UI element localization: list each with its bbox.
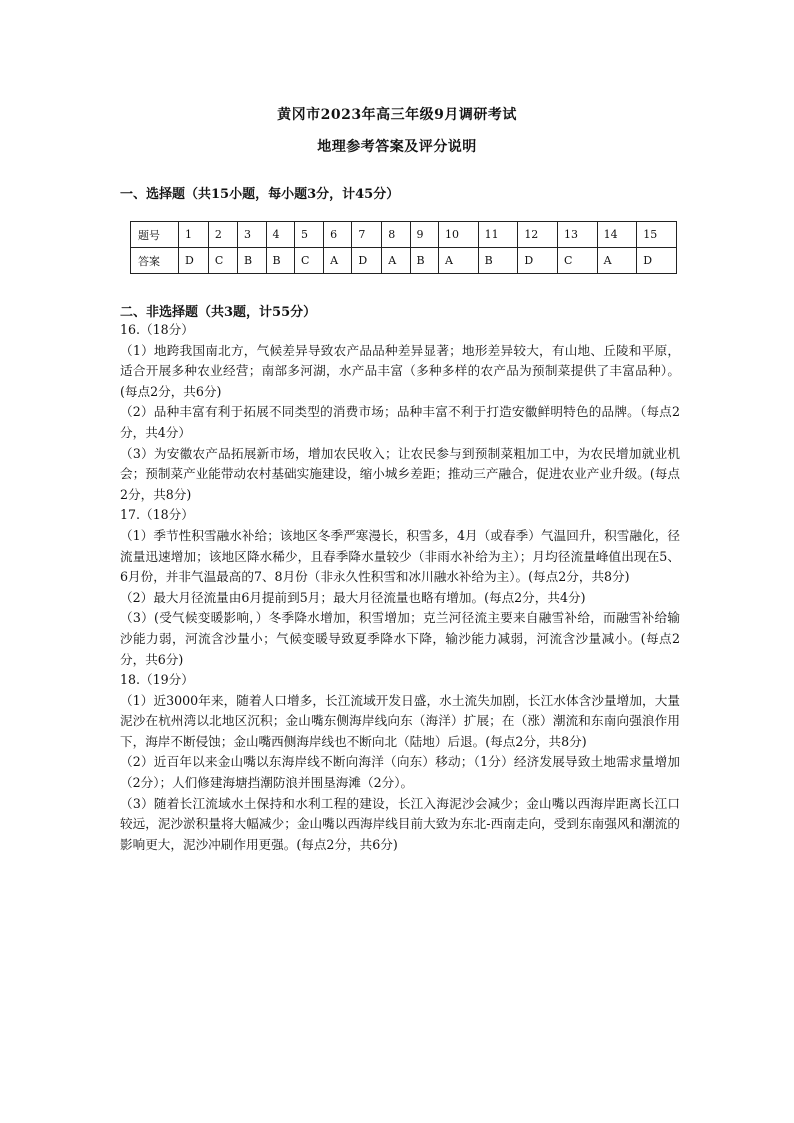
question-number: 10 (439, 222, 479, 248)
question-number: 6 (324, 222, 352, 248)
question-number: 4 (266, 222, 295, 248)
question-number: 7 (352, 222, 382, 248)
question-number: 13 (557, 222, 597, 248)
question-number: 11 (478, 222, 518, 248)
answer-cell: C (557, 248, 597, 274)
answer-row (131, 248, 677, 274)
answer-paragraph: （3）随着长江流域水土保持和水利工程的建设，长江入海泥沙会减少；金山嘴以西海岸距离长江口较远，泥沙淤积量将大幅减少；金山嘴以西海岸线目前大致为东北-西南走向，受到东南强风和潮流的影响更大，泥沙冲刷作用更强。(每点2分，共6分) (120, 795, 680, 852)
question-number-row (131, 222, 677, 248)
row-label-answer: 答案 (131, 248, 179, 274)
answer-paragraph: （2）品种丰富有利于拓展不同类型的消费市场；品种丰富不利于打造安徽鲜明特色的品牌。（每点2分，共4分） (120, 404, 680, 440)
question-number: 3 (238, 222, 267, 248)
question-number: 15 (637, 222, 677, 248)
question-number: 14 (597, 222, 637, 248)
question-number: 12 (518, 222, 558, 248)
answer-cell: B (266, 248, 295, 274)
answer-paragraph: （1）近3000年来，随着人口增多，长江流域开发日盛，水土流失加剧，长江水体含沙量增加，大量泥沙在杭州湾以北地区沉积；金山嘴东侧海岸线向东（海洋）扩展；在（涨）潮流和东南向强浪作用下，海岸不断侵蚀；金山嘴西侧海岸线也不断向北（陆地）后退。(每点2分，共8分) (120, 692, 680, 749)
answer-cell: A (382, 248, 410, 274)
document-title: 黄冈市2023年高三年级9月调研考试 (277, 107, 517, 123)
answer-paragraph: （1）季节性积雪融水补给；该地区冬季严寒漫长，积雪多，4月（或春季）气温回升，积雪融化，径流量迅速增加；该地区降水稀少，且春季降水量较少（非雨水补给为主）；月均径流量峰值出现在5、6月份，并非气温最高的7、8月份（非永久性积雪和冰川融水补给为主）。(每点2分，共8分) (120, 527, 680, 585)
section-heading-nonchoice: 二、非选择题（共3题，计55分） (120, 305, 317, 320)
answer-paragraph: （2）最大月径流量由6月提前到5月；最大月径流量也略有增加。(每点2分，共4分) (120, 589, 586, 605)
answer-cell: B (478, 248, 518, 274)
answer-cell: C (295, 248, 324, 274)
answer-cell: D (352, 248, 382, 274)
answer-cell: D (179, 248, 209, 274)
document-subtitle: 地理参考答案及评分说明 (317, 139, 477, 155)
answer-cell: A (597, 248, 637, 274)
answer-paragraph: （3）为安徽农产品拓展新市场，增加农民收入；让农民参与到预制菜粗加工中，为农民增加就业机会；预制菜产业能带动农村基础实施建设，缩小城乡差距；推动三产融合，促进农业产业升级。(每点2分，共8分) (120, 445, 680, 502)
answer-cell: A (439, 248, 479, 274)
row-label-question: 题号 (131, 222, 179, 248)
answer-paragraph: （3）(受气候变暖影响，）冬季降水增加，积雪增加；克兰河径流主要来自融雪补给，而融雪补给输沙能力弱，河流含沙量小；气候变暖导致夏季降水下降，输沙能力减弱，河流含沙量减小。(每点2分，共6分) (120, 610, 680, 667)
section-heading-choice: 一、选择题（共15小题，每小题3分，计45分） (120, 187, 400, 202)
question-heading-18: 18.（19分） (120, 672, 194, 688)
answer-body (120, 320, 680, 855)
question-heading-17: 17.（18分） (120, 507, 194, 523)
answer-cell: B (410, 248, 439, 274)
question-number: 9 (410, 222, 439, 248)
answer-paragraph: （1）地跨我国南北方，气候差异导致农产品品种差异显著；地形差异较大，有山地、丘陵和平原，适合开展多种农业经营；南部多河湖，水产品丰富（多种多样的农产品为预制菜提供了丰富品种）。(每点2分，共6分) (120, 342, 680, 399)
answer-cell: A (324, 248, 352, 274)
answer-cell: D (637, 248, 677, 274)
question-heading-16: 16.（18分） (120, 322, 194, 337)
question-number: 8 (382, 222, 410, 248)
question-number: 5 (295, 222, 324, 248)
question-number: 2 (208, 222, 237, 248)
answer-cell: B (238, 248, 267, 274)
answer-table (130, 221, 677, 274)
answer-paragraph: （2）近百年以来金山嘴以东海岸线不断向海洋（向东）移动；（1分）经济发展导致土地需求量增加（2分）；人们修建海塘挡潮防浪并围垦海滩（2分）。 (120, 754, 680, 791)
question-number: 1 (179, 222, 209, 248)
answer-cell: D (518, 248, 558, 274)
answer-cell: C (208, 248, 237, 274)
